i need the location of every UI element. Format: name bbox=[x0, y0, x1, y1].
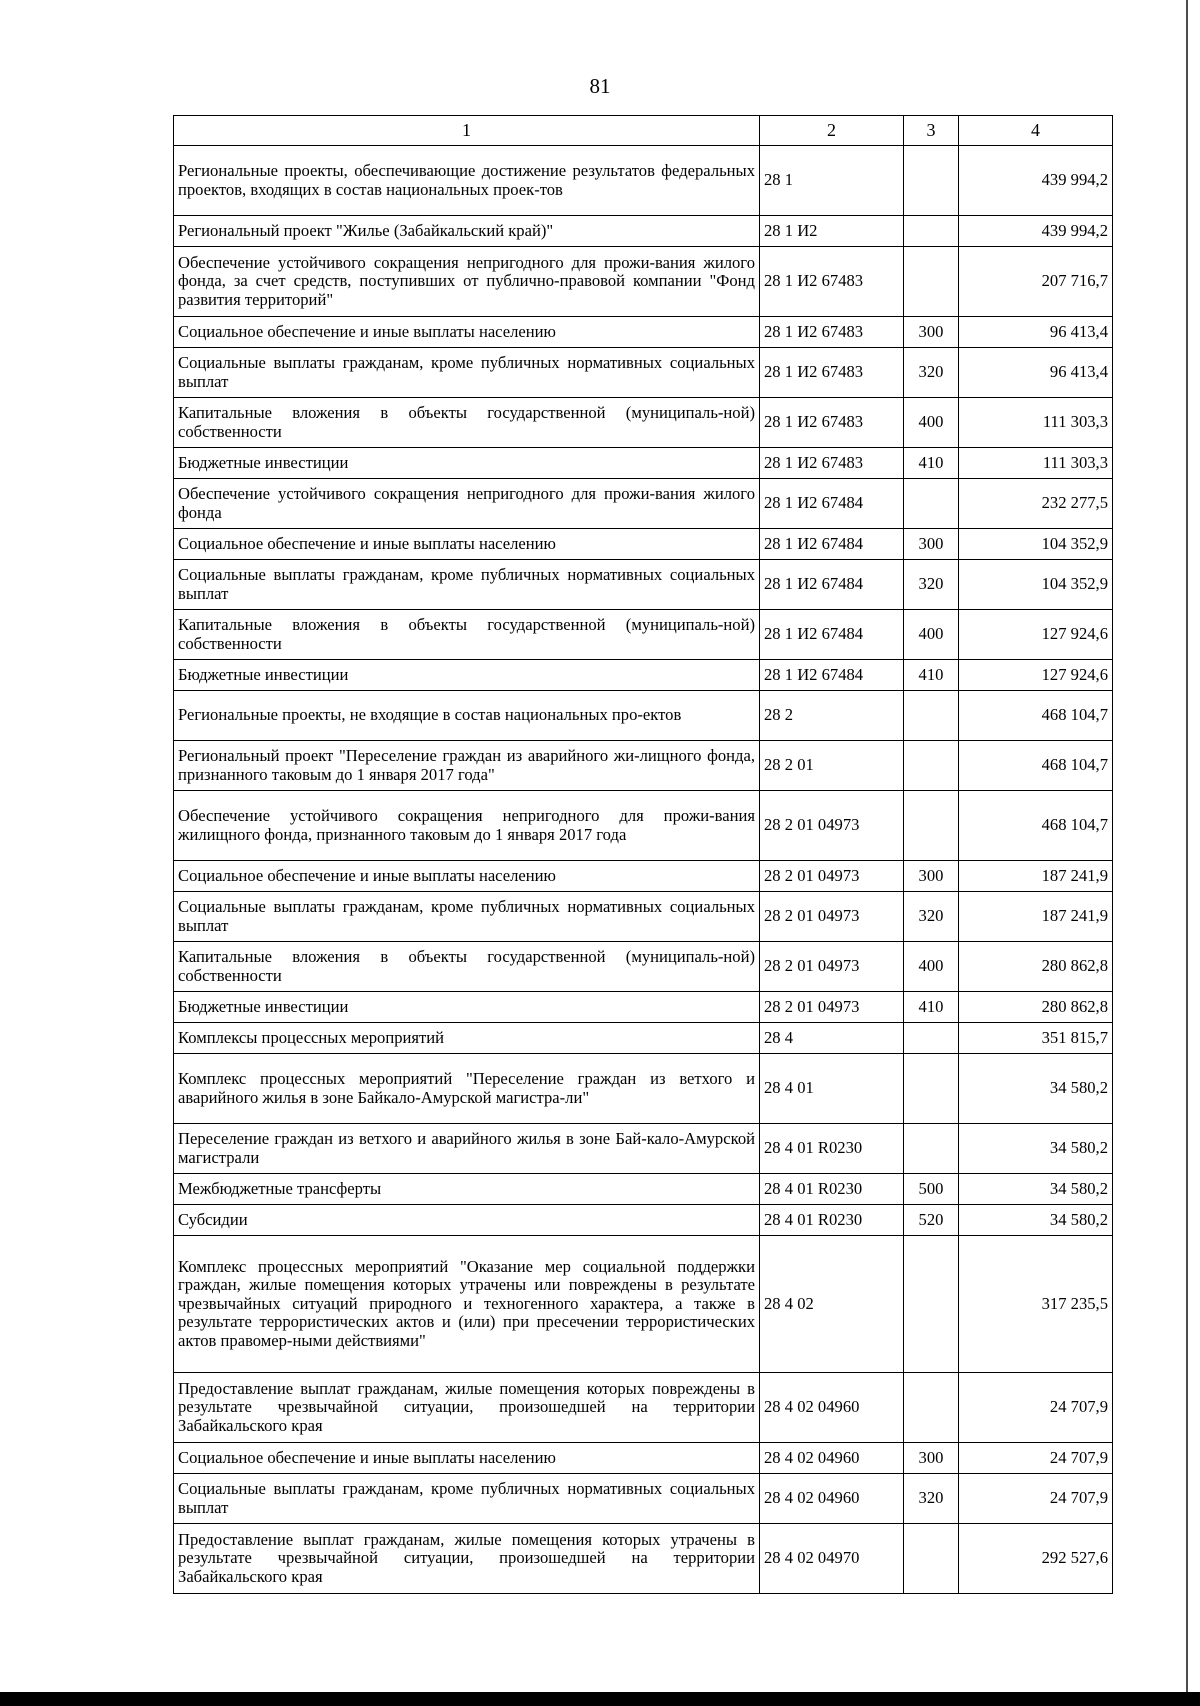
row-vr bbox=[904, 479, 959, 529]
table-row bbox=[174, 741, 1113, 791]
table-row bbox=[174, 146, 1113, 216]
row-amount: 292 527,6 bbox=[959, 1524, 1113, 1594]
row-amount: 317 235,5 bbox=[959, 1236, 1113, 1373]
row-amount: 96 413,4 bbox=[959, 348, 1113, 398]
row-amount: 96 413,4 bbox=[959, 317, 1113, 348]
row-name: Региональный проект "Жилье (Забайкальский край)" bbox=[174, 216, 760, 247]
row-code: 28 1 И2 67484 bbox=[760, 660, 904, 691]
row-amount: 232 277,5 bbox=[959, 479, 1113, 529]
row-code: 28 4 02 04960 bbox=[760, 1443, 904, 1474]
row-code: 28 2 01 04973 bbox=[760, 892, 904, 942]
row-vr bbox=[904, 1054, 959, 1124]
row-name: Бюджетные инвестиции bbox=[174, 992, 760, 1023]
table-row bbox=[174, 1443, 1113, 1474]
row-amount: 468 104,7 bbox=[959, 791, 1113, 861]
table-row bbox=[174, 529, 1113, 560]
row-vr: 320 bbox=[904, 348, 959, 398]
row-vr: 410 bbox=[904, 992, 959, 1023]
row-vr: 500 bbox=[904, 1174, 959, 1205]
table-row bbox=[174, 398, 1113, 448]
row-code: 28 4 02 04960 bbox=[760, 1373, 904, 1443]
row-amount: 104 352,9 bbox=[959, 529, 1113, 560]
row-amount: 280 862,8 bbox=[959, 992, 1113, 1023]
row-name: Региональные проекты, не входящие в состав национальных про-ектов bbox=[174, 691, 760, 741]
row-code: 28 1 И2 67484 bbox=[760, 560, 904, 610]
header-col-1: 1 bbox=[174, 116, 760, 146]
row-code: 28 2 01 04973 bbox=[760, 942, 904, 992]
row-name: Социальные выплаты гражданам, кроме публичных нормативных социальных выплат bbox=[174, 1474, 760, 1524]
budget-table bbox=[173, 115, 1113, 1594]
table-row bbox=[174, 992, 1113, 1023]
row-vr bbox=[904, 216, 959, 247]
row-amount: 207 716,7 bbox=[959, 247, 1113, 317]
row-amount: 24 707,9 bbox=[959, 1474, 1113, 1524]
row-code: 28 2 01 04973 bbox=[760, 992, 904, 1023]
table-row bbox=[174, 1236, 1113, 1373]
header-col-2: 2 bbox=[760, 116, 904, 146]
row-vr: 320 bbox=[904, 1474, 959, 1524]
table-row bbox=[174, 1474, 1113, 1524]
row-vr bbox=[904, 247, 959, 317]
table-row bbox=[174, 1373, 1113, 1443]
row-code: 28 1 И2 67484 bbox=[760, 610, 904, 660]
row-vr bbox=[904, 1524, 959, 1594]
row-vr: 300 bbox=[904, 317, 959, 348]
row-code: 28 1 И2 67483 bbox=[760, 317, 904, 348]
row-name: Предоставление выплат гражданам, жилые помещения которых утрачены в результате чрезвычайной ситуации, произошедшей на территории Забайкальского края bbox=[174, 1524, 760, 1594]
table-row bbox=[174, 1205, 1113, 1236]
row-amount: 34 580,2 bbox=[959, 1205, 1113, 1236]
row-name: Капитальные вложения в объекты государственной (муниципаль-ной) собственности bbox=[174, 942, 760, 992]
row-amount: 24 707,9 bbox=[959, 1373, 1113, 1443]
row-vr bbox=[904, 1373, 959, 1443]
row-code: 28 1 И2 67483 bbox=[760, 448, 904, 479]
row-amount: 468 104,7 bbox=[959, 691, 1113, 741]
row-amount: 34 580,2 bbox=[959, 1174, 1113, 1205]
row-vr bbox=[904, 1023, 959, 1054]
table-row bbox=[174, 560, 1113, 610]
row-code: 28 2 01 bbox=[760, 741, 904, 791]
row-vr: 410 bbox=[904, 448, 959, 479]
row-name: Комплексы процессных мероприятий bbox=[174, 1023, 760, 1054]
row-code: 28 1 И2 67483 bbox=[760, 348, 904, 398]
page-number: 81 bbox=[589, 74, 611, 98]
row-vr: 300 bbox=[904, 1443, 959, 1474]
row-amount: 468 104,7 bbox=[959, 741, 1113, 791]
row-name: Обеспечение устойчивого сокращения непригодного для прожи-вания жилого фонда bbox=[174, 479, 760, 529]
row-code: 28 4 02 04960 bbox=[760, 1474, 904, 1524]
row-amount: 187 241,9 bbox=[959, 861, 1113, 892]
table-row bbox=[174, 791, 1113, 861]
table-row bbox=[174, 317, 1113, 348]
table-row bbox=[174, 691, 1113, 741]
row-vr: 410 bbox=[904, 660, 959, 691]
row-name: Комплекс процессных мероприятий "Переселение граждан из ветхого и аварийного жилья в зоне Байкало-Амурской магистра-ли" bbox=[174, 1054, 760, 1124]
row-code: 28 4 02 bbox=[760, 1236, 904, 1373]
row-amount: 111 303,3 bbox=[959, 448, 1113, 479]
row-code: 28 2 bbox=[760, 691, 904, 741]
row-code: 28 4 bbox=[760, 1023, 904, 1054]
row-name: Социальные выплаты гражданам, кроме публичных нормативных социальных выплат bbox=[174, 560, 760, 610]
row-vr bbox=[904, 741, 959, 791]
table-row bbox=[174, 216, 1113, 247]
row-amount: 351 815,7 bbox=[959, 1023, 1113, 1054]
row-name: Социальные выплаты гражданам, кроме публичных нормативных социальных выплат bbox=[174, 348, 760, 398]
row-amount: 34 580,2 bbox=[959, 1054, 1113, 1124]
row-name: Комплекс процессных мероприятий "Оказание мер социальной поддержки граждан, жилые помещения которых утрачены или повреждены в результате чрезвычайных ситуаций природного и техногенного характера, а также в результате террористических актов и (или) при пресечении террористических актов правомер-ными действиями" bbox=[174, 1236, 760, 1373]
row-code: 28 1 И2 67484 bbox=[760, 529, 904, 560]
row-name: Субсидии bbox=[174, 1205, 760, 1236]
row-vr: 320 bbox=[904, 892, 959, 942]
table-row bbox=[174, 1524, 1113, 1594]
row-vr: 400 bbox=[904, 398, 959, 448]
row-name: Предоставление выплат гражданам, жилые помещения которых повреждены в результате чрезвычайной ситуации, произошедшей на территории Забайкальского края bbox=[174, 1373, 760, 1443]
row-name: Переселение граждан из ветхого и аварийного жилья в зоне Бай-кало-Амурской магистрали bbox=[174, 1124, 760, 1174]
row-amount: 104 352,9 bbox=[959, 560, 1113, 610]
row-code: 28 4 01 bbox=[760, 1054, 904, 1124]
row-code: 28 1 И2 67484 bbox=[760, 479, 904, 529]
row-name: Социальные выплаты гражданам, кроме публичных нормативных социальных выплат bbox=[174, 892, 760, 942]
row-code: 28 1 И2 67483 bbox=[760, 247, 904, 317]
row-name: Межбюджетные трансферты bbox=[174, 1174, 760, 1205]
table-row bbox=[174, 247, 1113, 317]
row-amount: 439 994,2 bbox=[959, 146, 1113, 216]
table-row bbox=[174, 348, 1113, 398]
row-name: Региональные проекты, обеспечивающие достижение результатов федеральных проектов, входящих в состав национальных проек-тов bbox=[174, 146, 760, 216]
table-row bbox=[174, 1124, 1113, 1174]
row-vr: 300 bbox=[904, 529, 959, 560]
table-header-row bbox=[174, 116, 1113, 146]
table-row bbox=[174, 861, 1113, 892]
row-code: 28 2 01 04973 bbox=[760, 861, 904, 892]
header-col-3: 3 bbox=[904, 116, 959, 146]
row-amount: 439 994,2 bbox=[959, 216, 1113, 247]
row-name: Бюджетные инвестиции bbox=[174, 660, 760, 691]
table-row bbox=[174, 1174, 1113, 1205]
row-code: 28 4 01 R0230 bbox=[760, 1205, 904, 1236]
scan-edge-right bbox=[1186, 0, 1188, 1706]
row-code: 28 1 И2 67483 bbox=[760, 398, 904, 448]
row-amount: 127 924,6 bbox=[959, 610, 1113, 660]
row-code: 28 2 01 04973 bbox=[760, 791, 904, 861]
row-vr: 400 bbox=[904, 610, 959, 660]
row-vr bbox=[904, 1124, 959, 1174]
row-vr: 400 bbox=[904, 942, 959, 992]
table-row bbox=[174, 1054, 1113, 1124]
header-col-4: 4 bbox=[959, 116, 1113, 146]
row-vr bbox=[904, 791, 959, 861]
row-amount: 127 924,6 bbox=[959, 660, 1113, 691]
row-code: 28 1 И2 bbox=[760, 216, 904, 247]
row-amount: 280 862,8 bbox=[959, 942, 1113, 992]
row-name: Социальное обеспечение и иные выплаты населению bbox=[174, 317, 760, 348]
table-row bbox=[174, 660, 1113, 691]
row-code: 28 4 01 R0230 bbox=[760, 1174, 904, 1205]
row-name: Обеспечение устойчивого сокращения непригодного для прожи-вания жилого фонда, за счет средств, поступивших от публично-правовой компании "Фонд развития территорий" bbox=[174, 247, 760, 317]
row-name: Обеспечение устойчивого сокращения непригодного для прожи-вания жилищного фонда, признанного таковым до 1 января 2017 года bbox=[174, 791, 760, 861]
row-amount: 34 580,2 bbox=[959, 1124, 1113, 1174]
row-vr: 300 bbox=[904, 861, 959, 892]
table-row bbox=[174, 479, 1113, 529]
table-row bbox=[174, 892, 1113, 942]
row-name: Капитальные вложения в объекты государственной (муниципаль-ной) собственности bbox=[174, 398, 760, 448]
row-name: Капитальные вложения в объекты государственной (муниципаль-ной) собственности bbox=[174, 610, 760, 660]
row-code: 28 4 01 R0230 bbox=[760, 1124, 904, 1174]
row-amount: 187 241,9 bbox=[959, 892, 1113, 942]
row-name: Региональный проект "Переселение граждан из аварийного жи-лищного фонда, признанного таковым до 1 января 2017 года" bbox=[174, 741, 760, 791]
row-name: Социальное обеспечение и иные выплаты населению bbox=[174, 1443, 760, 1474]
row-vr bbox=[904, 146, 959, 216]
row-vr: 320 bbox=[904, 560, 959, 610]
row-name: Социальное обеспечение и иные выплаты населению bbox=[174, 861, 760, 892]
row-name: Социальное обеспечение и иные выплаты населению bbox=[174, 529, 760, 560]
row-vr: 520 bbox=[904, 1205, 959, 1236]
table-row bbox=[174, 1023, 1113, 1054]
row-code: 28 4 02 04970 bbox=[760, 1524, 904, 1594]
scan-edge-bottom bbox=[0, 1692, 1200, 1706]
table-row bbox=[174, 610, 1113, 660]
row-vr bbox=[904, 691, 959, 741]
row-amount: 111 303,3 bbox=[959, 398, 1113, 448]
table-row bbox=[174, 448, 1113, 479]
row-code: 28 1 bbox=[760, 146, 904, 216]
table-row bbox=[174, 942, 1113, 992]
row-vr bbox=[904, 1236, 959, 1373]
row-name: Бюджетные инвестиции bbox=[174, 448, 760, 479]
row-amount: 24 707,9 bbox=[959, 1443, 1113, 1474]
